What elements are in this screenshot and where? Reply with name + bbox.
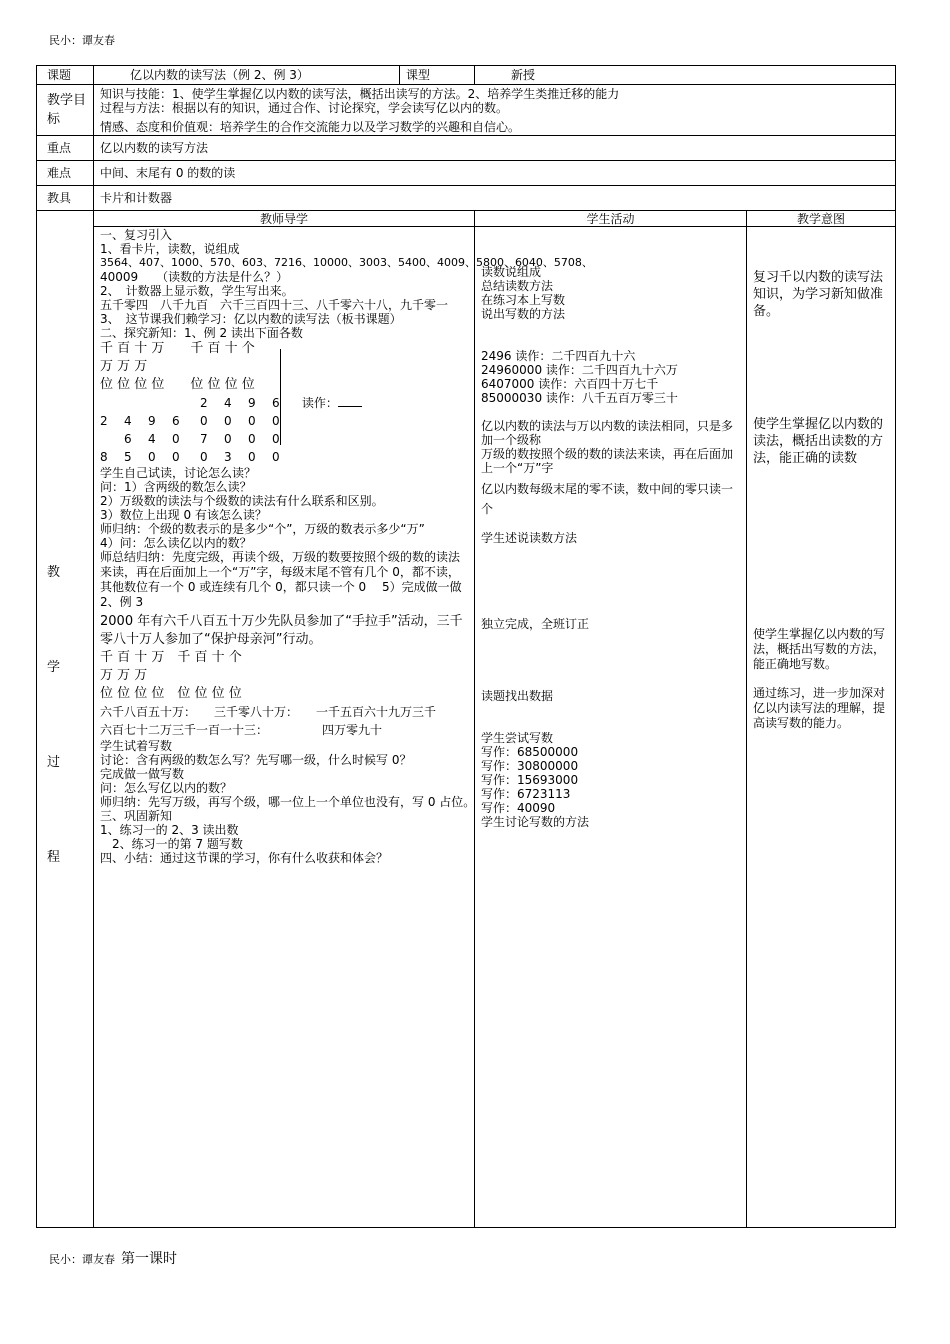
tools-value: 卡片和计数器	[94, 186, 896, 211]
page-footer	[49, 1248, 177, 1268]
tools-label: 教具	[37, 186, 94, 211]
key-label: 重点	[37, 136, 94, 161]
footer-author: 民小：谭友春	[49, 1253, 115, 1266]
footer-lesson: 第一课时	[121, 1251, 177, 1267]
process-header-row	[37, 211, 896, 227]
topic-row	[37, 66, 896, 85]
lesson-plan-table	[36, 65, 896, 1228]
example-2-digits-row-2: 2 4 9 6 0 0 0 0	[100, 414, 280, 428]
difficult-label: 难点	[37, 161, 94, 186]
key-value: 亿以内数的读写方法	[94, 136, 896, 161]
topic-value: 亿以内数的读写法（例 2、例 3）	[94, 66, 400, 85]
intent-column-header: 教学意图	[747, 211, 896, 227]
teacher-column-header: 教师导学	[94, 211, 475, 227]
key-row	[37, 136, 896, 161]
goals-row	[37, 85, 896, 136]
teaching-intent-cell: 复习千以内数的读写法知识，为学习新知做准备。 使学生掌握亿以内数的读法，概括出读数的方法，能正确的读数 使学生掌握亿以内数的写法，概括出写数的方法，能正确地写数。 通过练习，进一步加深对亿以内读写法的理解，提高读写数的能力。	[747, 227, 896, 1228]
example-2-digits-row-1: 2 4 9 6 读作：	[100, 394, 468, 412]
goals-label: 教学目标	[37, 85, 94, 136]
goal-knowledge: 知识与技能：1、使学生掌握亿以内数的读写法，概括出读写的方法。2、培养学生类推迁移的能力	[100, 87, 620, 101]
difficult-value: 中间、末尾有 0 的数的读	[94, 161, 896, 186]
example-2-digits-row-3: 6 4 0 7 0 0 0	[124, 432, 280, 446]
student-column-header: 学生活动	[475, 211, 747, 227]
student-activity-cell: 读数说组成 总结读数方法 在练习本上写数 说出写数的方法 2496 读作：二千四百九十六 24960000 读作：二千四百九十六万 6407000 读作：六百四十万七千 85000030 读作：八千五百万零三十 亿以内数的读法与万以内数的读法相同，只是多加一个级称 万级的数按照个级的数的读法来读，再在后面加上一个“万”字 亿以内数每级末尾的零不读，数中间的零只读一个 学生述说读数方法 独立完成，全班订正 读题找出数据 学生尝试写数 写作：68500000 写作：30800000 写作：15693000 写作：6723113 写作：40090 学生讨论写数的方法	[475, 227, 747, 1228]
tools-row	[37, 186, 896, 211]
difficult-row	[37, 161, 896, 186]
type-label: 课型	[400, 66, 475, 85]
teacher-guide-cell: 一、复习引入 1、看卡片，读数，说组成 3564、407、1000、570、603、7216、10000、3003、5400、4009、5800、6040、5708、 40009 （读数的方法是什么？） 2、 计数器上显示数，学生写出来。 五千零四 八千九百 六千三百四十三、八千零六十八，九千零一 3、 这节课我们赖学习：亿以内数的读写法（板书课题） 二、探究新知：1、例 2 读出下面各数 千 百 十 万 千 百 十 个 万 万 万 位 位 位 位 位 位 位 位 2 4 9 6 读作： 2 4 9 6 0 0 0 0 6 4 0 7 0 0 0 8 5 0 0 0 3 0 0 学生自己试读，讨论怎么读？ 问：1）含两级的数怎么读？ 2）万级数的读法与个级数的读法有什么联系和区别。 3）数位上出现 0 有该怎么读？ 师归纳：个级的数表示的是多少“个”，万级的数表示多少“万” 4）问：怎么读亿以内的数？ 师总结归纳：先度完级，再读个级，万级的数要按照个级的数的读法来读，再在后面加上一个“万”字，每级末尾不管有几个 0，都不读，其他数位有一个 0 或连续有几个 0，都只读一个 0 5）完成做一做 2、例 3 2000 年有六千八百五十万少先队员参加了“手拉手”活动，三千零八十万人参加了“保护母亲河”行动。 千 百 十 万 千 百 十 个 万 万 万 位 位 位 位 位 位 位 位 六千八百五十万： 三千零八十万： 一千五百六十九万三千 六百七十二万三千一百一十三： 四万零九十 学生试着写数 讨论：含有两级的数怎么写？先写哪一级，什么时候写 0？ 完成做一做写数 问：怎么写亿以内的数？ 师归纳：先写万级，再写个级，哪一位上一个单位也没有，写 0 占位。 三、巩固新知 1、练习一的 2、3 读出数 2、练习一的第 7 题写数 四、小结：通过这节课的学习，你有什么收获和体会？	[94, 227, 475, 1228]
example-2-digits-row-4: 8 5 0 0 0 3 0 0	[100, 450, 280, 464]
read-answer-blank	[338, 396, 362, 407]
goal-attitude: 情感、态度和价值观：培养学生的合作交流能力以及学习数学的兴趣和自信心。	[100, 120, 521, 134]
page-header: 民小：谭友春	[49, 34, 115, 47]
topic-label: 课题	[37, 66, 94, 85]
type-value: 新授	[475, 66, 896, 85]
process-side-label: 教 学 过 程	[37, 211, 94, 1228]
column-divider-line	[280, 349, 281, 445]
goal-process: 过程与方法：根据以有的知识，通过合作、讨论探究，学会读写亿以内的数。	[100, 101, 509, 115]
process-body-row	[37, 227, 896, 1228]
